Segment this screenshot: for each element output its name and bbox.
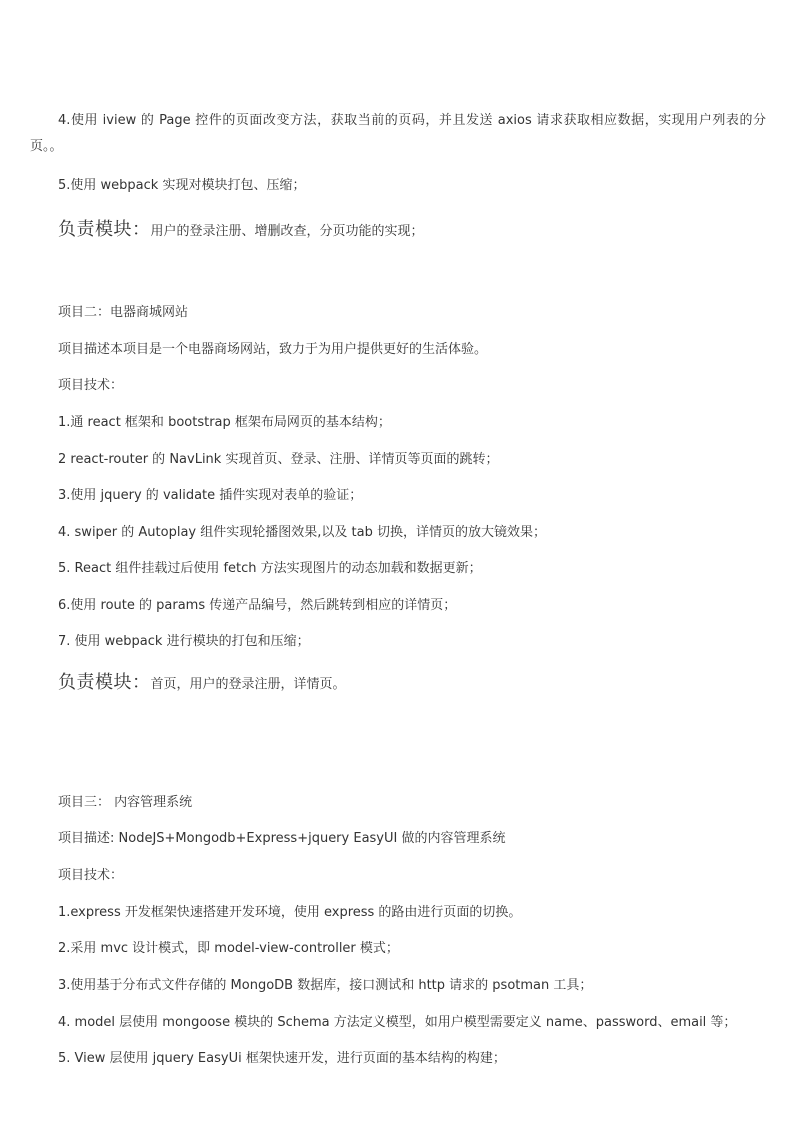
project3-title: 项目三： 内容管理系统	[58, 795, 193, 810]
project3-tech-item-1: 1.express 开发框架快速搭建开发环境，使用 express 的路由进行页面的切换。	[58, 905, 522, 920]
project2-tech-item-7: 7. 使用 webpack 进行模块的打包和压缩；	[58, 634, 310, 649]
project2-tech-item-4: 4. swiper 的 Autoplay 组件实现轮播图效果,以及 tab 切换，详情页的放大镜效果；	[58, 525, 546, 540]
project2-tech-item-1: 1.通 react 框架和 bootstrap 框架布局网页的基本结构；	[58, 415, 391, 430]
project3-tech-item-2: 2.采用 mvc 设计模式，即 model-view-controller 模式；	[58, 941, 399, 956]
project2-tech-item-6: 6.使用 route 的 params 传递产品编号，然后跳转到相应的详情页；	[58, 598, 457, 613]
responsibility-text: 首页，用户的登录注册，详情页。	[150, 677, 346, 692]
project2-responsibility	[58, 671, 346, 697]
responsibility-text: 用户的登录注册、增删改查，分页功能的实现；	[150, 224, 424, 239]
responsibility-label: 负责模块：	[58, 219, 151, 240]
responsibility-label: 负责模块：	[58, 672, 151, 693]
project2-description: 项目描述本项目是一个电器商场网站，致力于为用户提供更好的生活体验。	[58, 342, 488, 357]
project3-tech-item-4: 4. model 层使用 mongoose 模块的 Schema 方法定义模型，如用户模型需要定义 name、password、email 等；	[58, 1015, 737, 1030]
project2-tech-item-5: 5. React 组件挂载过后使用 fetch 方法实现图片的动态加载和数据更新；	[58, 561, 482, 576]
project2-tech-item-3: 3.使用 jquery 的 validate 插件实现对表单的验证；	[58, 488, 363, 503]
project3-tech-item-3: 3.使用基于分布式文件存储的 MongoDB 数据库，接口测试和 http 请求的 psotman 工具；	[58, 978, 593, 993]
project2-tech-item-2: 2 react-router 的 NavLink 实现首页、登录、注册、详情页等页面的跳转；	[58, 452, 499, 467]
project1-item-5: 5.使用 webpack 实现对模块打包、压缩；	[58, 178, 306, 193]
project2-title: 项目二：电器商城网站	[58, 305, 189, 320]
project3-description: 项目描述: NodeJS+Mongodb+Express+jquery EasyUI 做的内容管理系统	[58, 831, 506, 846]
project3-tech-label: 项目技术：	[58, 868, 124, 883]
project3-tech-item-5: 5. View 层使用 jquery EasyUi 框架快速开发，进行页面的基本结构的构建；	[58, 1051, 506, 1066]
project1-responsibility	[58, 218, 424, 244]
project2-tech-label: 项目技术：	[58, 378, 124, 393]
project1-item-4: 4.使用 iview 的 Page 控件的页面改变方法，获取当前的页码，并且发送 axios 请求获取相应数据，实现用户列表的分页。。	[30, 113, 766, 154]
